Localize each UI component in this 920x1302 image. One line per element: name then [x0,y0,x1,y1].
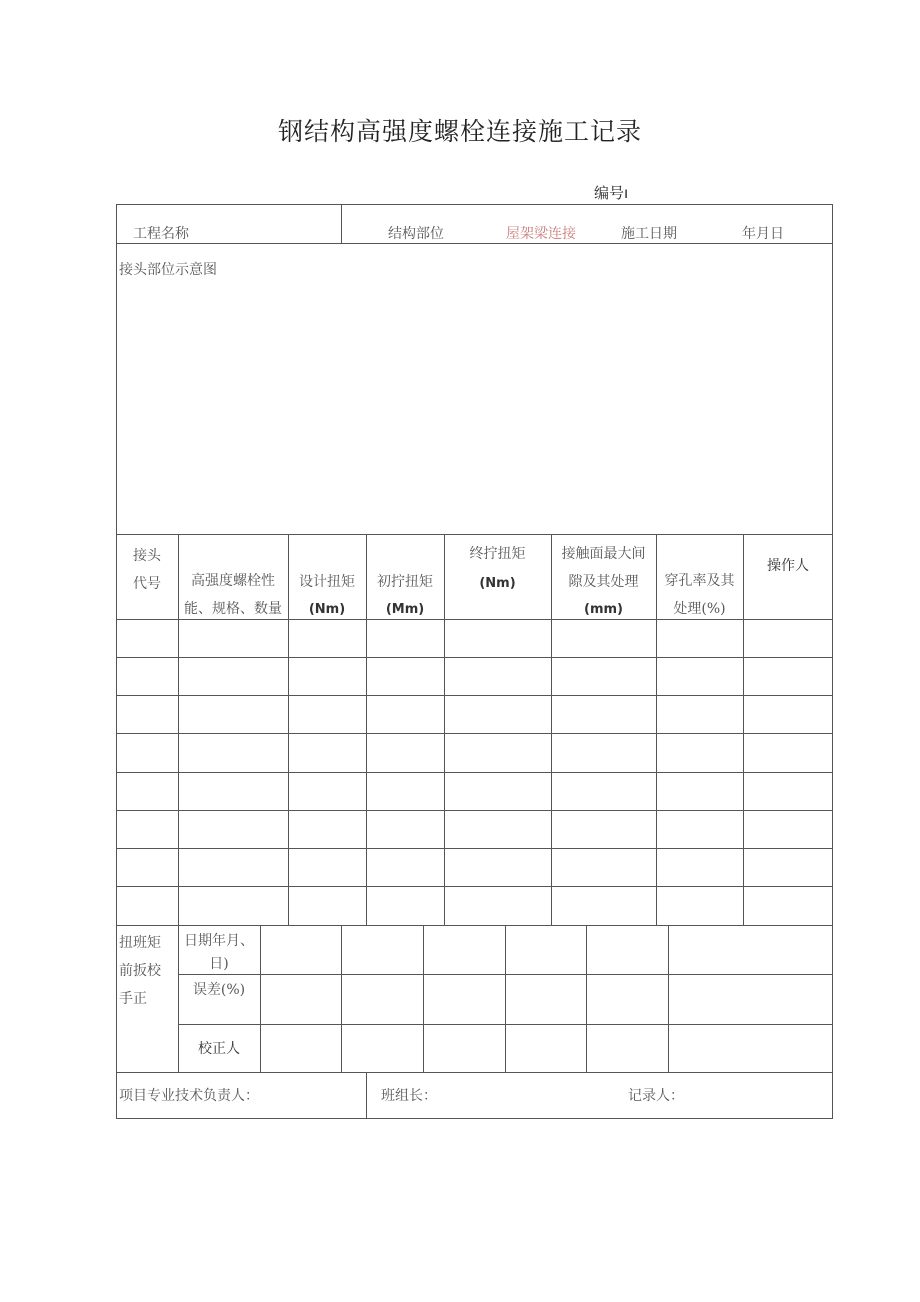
col-contact-gap-1: 接触面最大间 [561,546,646,562]
col-joint-code-1: 接头 [133,548,161,564]
tech-lead-label: 项目专业技术负责人： [119,1088,259,1104]
page-title: 钢结构高强度螺栓连接施工记录 [277,117,642,146]
col-design-torque-1: 设计扭矩 [299,574,355,590]
cal-line-b [260,925,261,1072]
footer-divider [366,1072,367,1119]
footer-bottom-line [116,1118,833,1119]
cal-bottom-line [116,1072,833,1073]
cal-label-3: 手正 [119,991,147,1007]
construction-date-label: 施工日期 [621,226,677,242]
row-line-7 [116,886,833,887]
col-line-5 [551,534,552,925]
row-line-3 [116,733,833,734]
date-format: 年月日 [742,226,784,242]
doc-number [594,182,628,203]
cal-row-line-1 [178,974,833,975]
row-line-1 [116,657,833,658]
recorder-label: 记录人： [628,1088,684,1104]
cal-line-g [668,925,669,1072]
col-hole-rate-2: 处理(%) [673,601,726,617]
cal-line-f [586,925,587,1072]
col-final-torque-2: (Nm) [479,576,516,591]
col-final-torque-1: 终拧扭矩 [469,546,526,562]
col-line-2 [288,534,289,925]
diagram-bottom-line [116,534,833,535]
structure-part-label: 结构部位 [388,226,444,242]
row-line-5 [116,810,833,811]
col-initial-torque-1: 初拧扭矩 [377,574,433,590]
col-operator: 操作人 [767,558,809,574]
cal-date-label-2: 日) [209,956,229,972]
cal-line-d [423,925,424,1072]
cal-calibrator-label: 校正人 [198,1041,240,1057]
footer-right-line [832,1072,833,1119]
structure-part-value: 屋架梁连接 [506,226,576,242]
cal-label-2: 前扳校 [119,963,161,979]
header-divider [341,204,342,244]
cal-line-c [341,925,342,1072]
col-line-1 [178,534,179,925]
col-initial-torque-2: (Mm) [385,602,425,617]
row-line-header [116,619,833,620]
cal-row-line-2 [178,1024,833,1025]
footer-left-line [116,1072,117,1119]
row-line-4 [116,772,833,773]
cal-date-label-1: 日期年月、 [184,933,254,949]
col-line-6 [656,534,657,925]
diagram-label: 接头部位示意图 [119,262,217,278]
cal-line-e [505,925,506,1072]
doc-number-label: 编号 [594,184,625,202]
col-line-3 [366,534,367,925]
col-bolt-spec-2: 能、规格、数量 [184,601,282,617]
team-leader-label: 班组长： [381,1088,437,1104]
col-hole-rate-1: 穿孔率及其 [664,573,735,589]
cal-error-label: 误差(%) [192,982,246,998]
col-contact-gap-2: 隙及其处理 [568,574,639,590]
col-joint-code-2: 代号 [133,576,161,592]
cal-label-1: 扭班矩 [119,935,161,951]
col-line-7 [743,534,744,925]
row-line-8 [116,925,833,926]
col-design-torque-2: (Nm) [308,602,346,617]
header-bottom-line [116,243,833,244]
col-contact-gap-3: (mm) [584,602,623,617]
doc-number-value: ı [624,184,629,202]
col-bolt-spec-1: 高强度螺栓性 [191,573,275,589]
row-line-6 [116,848,833,849]
row-line-2 [116,695,833,696]
project-name-label: 工程名称 [133,226,189,242]
